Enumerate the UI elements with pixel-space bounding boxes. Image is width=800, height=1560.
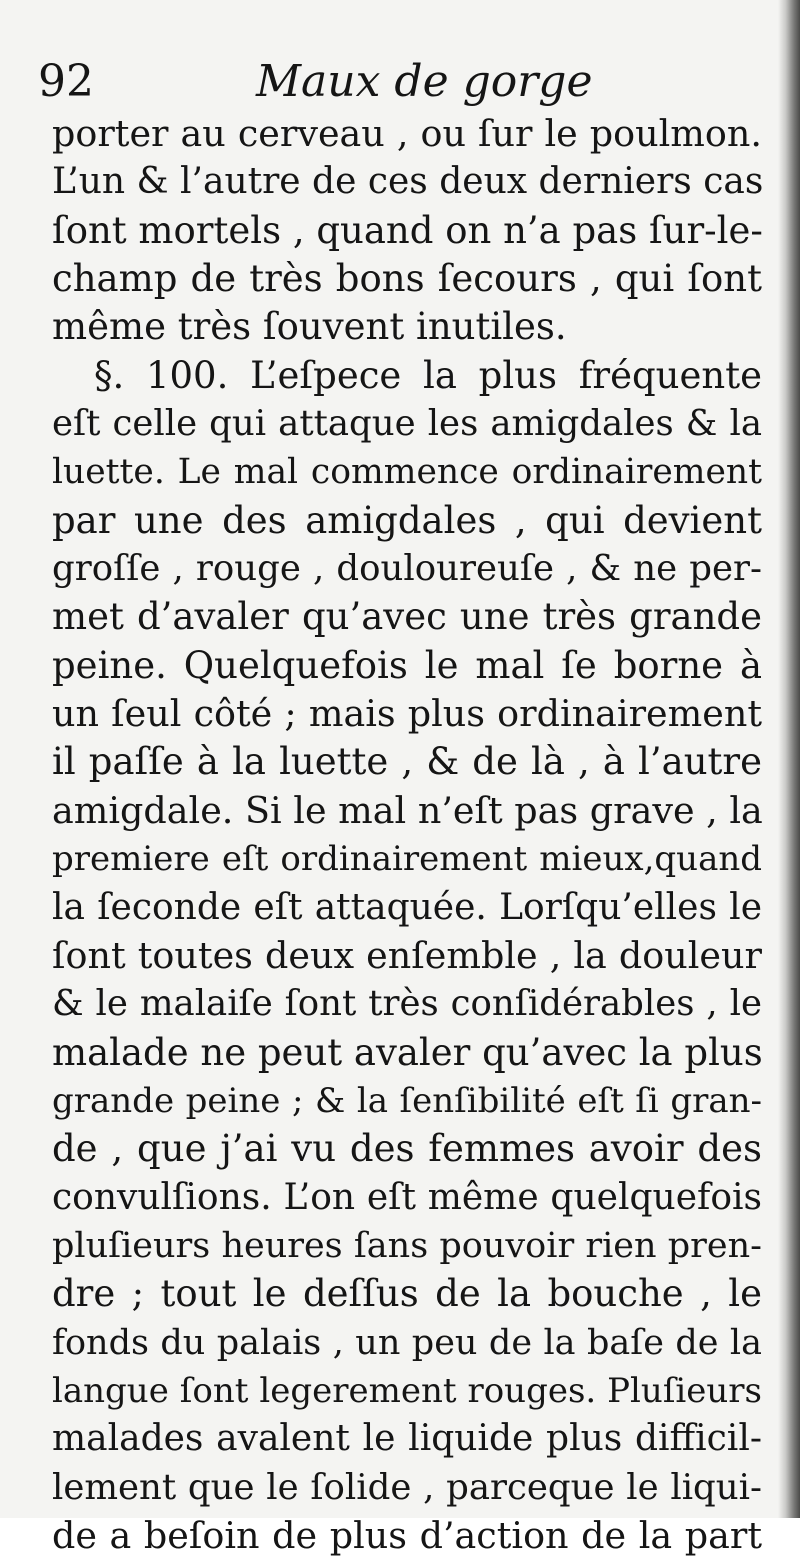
text-line: un ſeul côté ; mais plus ordinairement [52,692,762,736]
text-line: & le malaiſe ſont très conſidérables , le [52,983,762,1025]
page-header [38,52,758,112]
page-number: 92 [38,56,94,107]
text-line: luette. Le mal commence ordinairement [52,452,762,493]
text-line: pluſieurs heures ſans pouvoir rien pren- [52,1225,762,1266]
text-line: peine. Quelquefois le mal ſe borne à [52,643,762,687]
text-line: il paſſe à la luette , & de là , à l’autre [52,740,762,784]
text-line: champ de très bons ſecours , qui ſont [52,257,762,301]
text-line: par une des amigdales , qui devient [52,498,762,542]
text-line: de a beſoin de plus d’action de la part [52,1513,762,1557]
text-line: fonds du palais , un peu de la baſe de la [52,1322,762,1363]
text-line: grande peine ; & la ſenſibilité eſt ſi gran- [52,1080,762,1121]
text-line: langue ſont legerement rouges. Pluſieurs [52,1370,762,1411]
text-line: amigdale. Si le mal n’eſt pas grave , la [52,788,763,832]
text-line: convulſions. L’on eſt même quelquefois [52,1176,762,1218]
scan-edge-shadow [778,0,800,1518]
body-text [52,110,762,1560]
running-title: Maux de gorge [256,56,593,107]
text-line: même très ſouvent inutiles. [52,305,567,349]
text-line: ſont toutes deux enſemble , la douleur [52,933,762,977]
text-line: premiere eſt ordinairement mieux,quand [52,839,762,880]
text-line: de , que j’ai vu des femmes avoir des [52,1127,762,1171]
text-line: groſſe , rouge , douloureuſe , & ne per- [52,548,762,590]
text-line: met d’avaler qu’avec une très grande [52,595,762,639]
text-line: ſont mortels , quand on n’a pas ſur-le- [52,208,763,252]
text-line: la ſeconde eſt attaquée. Lorſqu’elles le [52,886,762,928]
text-line: lement que le ſolide , parceque le liqui- [52,1466,762,1508]
text-line: porter au cerveau , ou ſur le poulmon. [52,112,762,155]
text-line: §. 100. L’eſpece la plus fréquente [94,353,762,397]
text-line: L’un & l’autre de ces deux derniers cas [52,161,764,203]
text-line: eſt celle qui attaque les amigdales & la [52,403,762,445]
text-line: malades avalent le liquide plus difficil- [52,1418,762,1460]
text-line: dre ; tout le deſſus de la bouche , le [52,1272,762,1316]
text-line: malade ne peut avaler qu’avec la plus [52,1030,763,1074]
